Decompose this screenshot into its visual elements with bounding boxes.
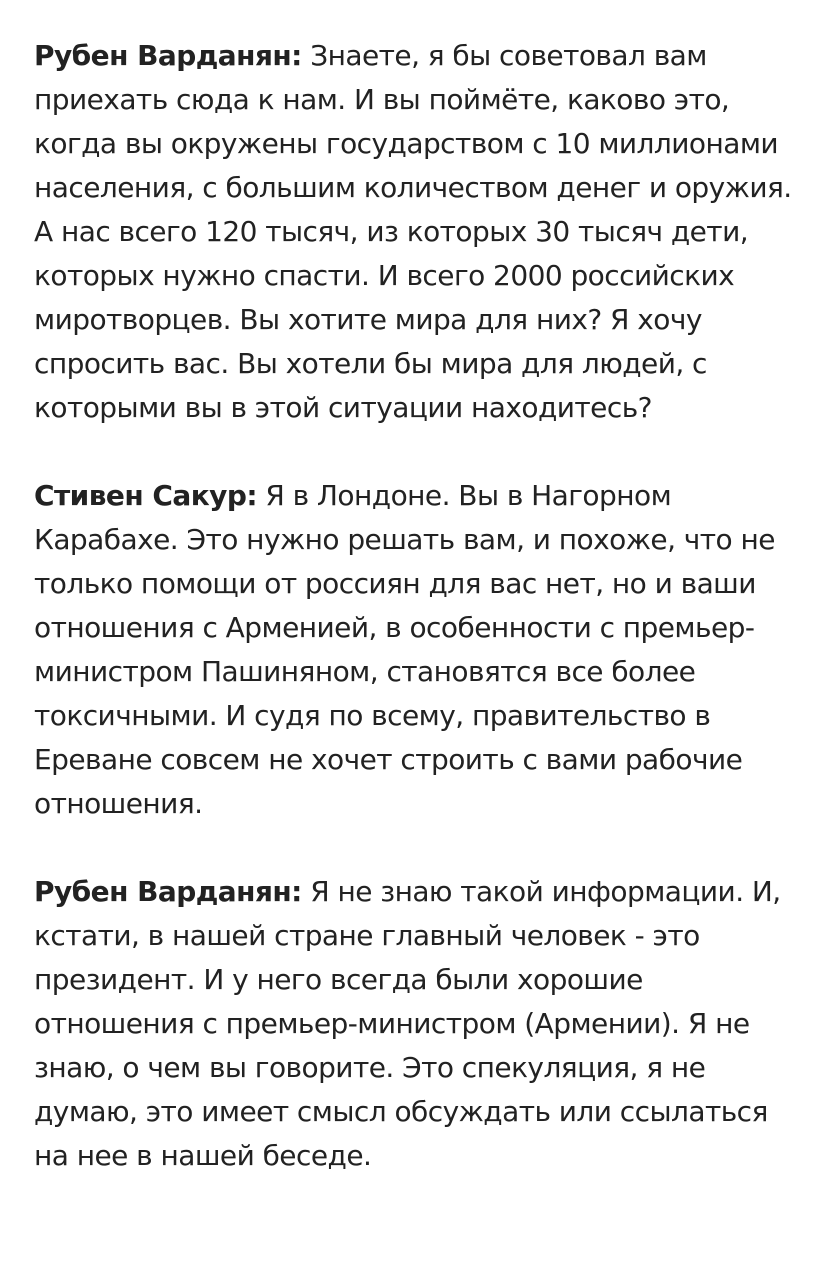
speaker-quote: Я не знаю такой информации. И, кстати, в нашей стране главный человек - это президент. И у него всегда были хорошие отношения с премьер-министром (Армении). Я не знаю, о чем вы говорите. Это спекуляция, я не думаю, это имеет смысл обсуждать или ссылаться на нее в нашей беседе. <box>34 875 781 1172</box>
speaker-name: Рубен Варданян: <box>34 875 302 908</box>
interview-transcript <box>34 34 804 1222</box>
speaker-quote: Знаете, я бы советовал вам приехать сюда к нам. И вы поймёте, каково это, когда вы окружены государством с 10 миллионами населения, с большим количеством денег и оружия. А нас всего 120 тысяч, из которых 30 тысяч дети, которых нужно спасти. И всего 2000 российских миротворцев. Вы хотите мира для них? Я хочу спросить вас. Вы хотели бы мира для людей, с которыми вы в этой ситуации находитесь? <box>34 39 792 424</box>
transcript-paragraph-1 <box>34 34 804 430</box>
transcript-paragraph-2 <box>34 474 804 826</box>
speaker-quote: Я в Лондоне. Вы в Нагорном Карабахе. Это нужно решать вам, и похоже, что не только помощи от россиян для вас нет, но и ваши отношения с Арменией, в особенности с премьер-министром Пашиняном, становятся все более токсичными. И судя по всему, правительство в Ереване совсем не хочет строить с вами рабочие отношения. <box>34 479 775 820</box>
speaker-name: Рубен Варданян: <box>34 39 302 72</box>
speaker-name: Стивен Сакур: <box>34 479 257 512</box>
transcript-paragraph-3 <box>34 870 804 1178</box>
